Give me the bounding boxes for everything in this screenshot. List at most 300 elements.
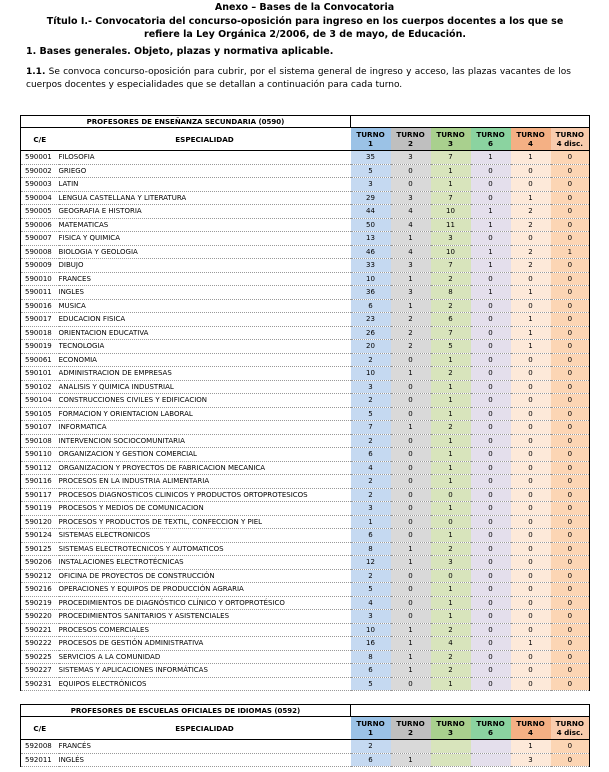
table-row [21, 461, 590, 475]
row-value-t3 [431, 753, 471, 767]
row-specialty: ORGANIZACION Y PROYECTOS DE FABRICACION MECANICA [59, 461, 351, 475]
row-value-t3: 1 [431, 434, 471, 448]
row-value-t1: 33 [351, 259, 391, 273]
row-value-t2: 1 [391, 272, 431, 286]
row-code: 590212 [21, 569, 59, 583]
row-value-t2: 3 [391, 259, 431, 273]
row-specialty: LATIN [59, 178, 351, 192]
row-value-t2: 1 [391, 623, 431, 637]
row-value-t1: 2 [351, 475, 391, 489]
turno-number: 3 [448, 139, 454, 148]
row-value-t4d: 0 [551, 610, 590, 624]
row-value-t1: 12 [351, 556, 391, 570]
row-value-t3: 7 [431, 151, 471, 165]
row-value-t3: 2 [431, 421, 471, 435]
row-value-t4: 0 [511, 610, 551, 624]
row-specialty: INTERVENCION SOCIOCOMUNITARIA [59, 434, 351, 448]
row-code: 590004 [21, 191, 59, 205]
table-row [21, 677, 590, 691]
row-value-t4: 0 [511, 515, 551, 529]
row-code: 590231 [21, 677, 59, 691]
row-value-t4: 0 [511, 367, 551, 381]
row-code: 590102 [21, 380, 59, 394]
row-value-t4d: 0 [551, 448, 590, 462]
column-header-turno-t6 [471, 128, 511, 151]
row-code: 590009 [21, 259, 59, 273]
row-value-t1: 3 [351, 610, 391, 624]
table-row [21, 313, 590, 327]
table-row [21, 232, 590, 246]
row-value-t4: 1 [511, 637, 551, 651]
row-code: 590001 [21, 151, 59, 165]
row-value-t4d: 0 [551, 740, 590, 754]
table-row [21, 448, 590, 462]
row-value-t2 [391, 740, 431, 754]
row-value-t4: 2 [511, 218, 551, 232]
row-value-t1: 5 [351, 677, 391, 691]
row-value-t2: 2 [391, 340, 431, 354]
turno-label: TURNO [555, 719, 584, 728]
row-code: 590104 [21, 394, 59, 408]
row-value-t4: 1 [511, 340, 551, 354]
row-value-t3: 0 [431, 569, 471, 583]
row-value-t3: 1 [431, 164, 471, 178]
row-value-t2: 0 [391, 677, 431, 691]
row-code: 590003 [21, 178, 59, 192]
row-value-t4d: 0 [551, 259, 590, 273]
row-value-t6: 1 [471, 218, 511, 232]
row-value-t1: 46 [351, 245, 391, 259]
row-specialty: OPERACIONES Y EQUIPOS DE PRODUCCIÓN AGRARIA [59, 583, 351, 597]
row-value-t6: 0 [471, 434, 511, 448]
row-code: 590002 [21, 164, 59, 178]
row-value-t6: 0 [471, 421, 511, 435]
column-header-code: C/E [21, 128, 59, 151]
row-value-t2: 1 [391, 753, 431, 767]
table-row [21, 542, 590, 556]
row-value-t6: 0 [471, 650, 511, 664]
turno-label: TURNO [436, 130, 465, 139]
row-value-t4: 0 [511, 650, 551, 664]
row-value-t4d: 0 [551, 191, 590, 205]
row-value-t4d: 0 [551, 394, 590, 408]
row-value-t1: 10 [351, 272, 391, 286]
row-value-t2: 1 [391, 664, 431, 678]
row-specialty: ECONOMIA [59, 353, 351, 367]
row-value-t2: 3 [391, 151, 431, 165]
table-row [21, 650, 590, 664]
table-idiomas [20, 704, 590, 767]
row-value-t6: 0 [471, 475, 511, 489]
row-value-t1: 8 [351, 650, 391, 664]
row-value-t4d: 0 [551, 286, 590, 300]
row-value-t2: 1 [391, 556, 431, 570]
column-header-turno-t3 [431, 717, 471, 740]
column-header-turno-t4d [551, 128, 590, 151]
row-value-t4d: 0 [551, 313, 590, 327]
row-value-t2: 0 [391, 164, 431, 178]
row-specialty: INGLÉS [59, 753, 351, 767]
row-value-t4: 0 [511, 164, 551, 178]
row-value-t6: 0 [471, 637, 511, 651]
turno-number: 2 [408, 728, 414, 737]
row-value-t4d: 0 [551, 596, 590, 610]
row-specialty: PROCESOS COMERCIALES [59, 623, 351, 637]
table-row [21, 515, 590, 529]
row-value-t6: 0 [471, 610, 511, 624]
table-row [21, 164, 590, 178]
row-value-t2: 0 [391, 475, 431, 489]
row-value-t4: 0 [511, 677, 551, 691]
row-value-t4: 0 [511, 272, 551, 286]
row-value-t6: 0 [471, 542, 511, 556]
turno-number: 2 [408, 139, 414, 148]
row-value-t1: 1 [351, 515, 391, 529]
row-value-t4: 0 [511, 421, 551, 435]
turno-label: TURNO [436, 719, 465, 728]
row-value-t6: 0 [471, 407, 511, 421]
row-value-t1: 2 [351, 488, 391, 502]
column-header-code: C/E [21, 717, 59, 740]
row-value-t2: 0 [391, 488, 431, 502]
row-value-t3: 4 [431, 637, 471, 651]
column-header-specialty: ESPECIALIDAD [59, 717, 351, 740]
table-row [21, 380, 590, 394]
row-value-t4d: 0 [551, 488, 590, 502]
row-value-t2: 0 [391, 583, 431, 597]
row-value-t2: 0 [391, 502, 431, 516]
row-value-t3: 0 [431, 488, 471, 502]
row-value-t4d: 0 [551, 164, 590, 178]
row-specialty: FRANCES [59, 272, 351, 286]
row-value-t1: 2 [351, 394, 391, 408]
annex-heading: Anexo – Bases de la Convocatoria [214, 2, 395, 13]
row-code: 590120 [21, 515, 59, 529]
row-value-t1: 35 [351, 151, 391, 165]
row-value-t4d: 0 [551, 218, 590, 232]
row-value-t3: 1 [431, 610, 471, 624]
row-value-t6: 0 [471, 677, 511, 691]
row-specialty: EQUIPOS ELECTRÓNICOS [59, 677, 351, 691]
row-value-t4d: 0 [551, 556, 590, 570]
row-value-t1: 26 [351, 326, 391, 340]
row-value-t1: 50 [351, 218, 391, 232]
row-value-t4d: 0 [551, 569, 590, 583]
row-value-t1: 10 [351, 623, 391, 637]
row-value-t4d: 0 [551, 542, 590, 556]
row-value-t1: 6 [351, 753, 391, 767]
row-specialty: ADMINISTRACION DE EMPRESAS [59, 367, 351, 381]
row-value-t4: 1 [511, 286, 551, 300]
column-header-turno-t2 [391, 717, 431, 740]
row-value-t6: 0 [471, 515, 511, 529]
row-value-t4: 0 [511, 232, 551, 246]
column-header-specialty: ESPECIALIDAD [59, 128, 351, 151]
turno-number: 1 [368, 728, 374, 737]
row-value-t1: 6 [351, 448, 391, 462]
row-value-t2: 0 [391, 461, 431, 475]
turno-label: TURNO [555, 130, 584, 139]
section-heading: 1. Bases generales. Objeto, plazas y normativa aplicable. [26, 46, 334, 57]
turno-number: 6 [488, 139, 494, 148]
turno-label: TURNO [476, 130, 505, 139]
table-row [21, 637, 590, 651]
row-value-t6: 1 [471, 259, 511, 273]
turno-number: 6 [488, 728, 494, 737]
row-value-t4: 2 [511, 259, 551, 273]
row-value-t2: 4 [391, 245, 431, 259]
row-value-t4: 0 [511, 178, 551, 192]
table-row [21, 191, 590, 205]
table-row [21, 623, 590, 637]
row-value-t3: 1 [431, 475, 471, 489]
row-value-t2: 1 [391, 299, 431, 313]
turno-label: TURNO [356, 719, 385, 728]
row-value-t6: 0 [471, 529, 511, 543]
row-specialty: INGLES [59, 286, 351, 300]
row-value-t1: 3 [351, 178, 391, 192]
row-value-t6: 1 [471, 151, 511, 165]
row-value-t2: 0 [391, 407, 431, 421]
row-specialty: SISTEMAS ELECTRONICOS [59, 529, 351, 543]
paragraph-text: Se convoca concurso-oposición para cubrir, por el sistema general de ingreso y acceso, las plazas vacantes de los cuerpos docentes y especialidades que se detallan a continuación para cada turno. [26, 67, 571, 90]
row-value-t1: 4 [351, 596, 391, 610]
row-specialty: PROCESOS EN LA INDUSTRIA ALIMENTARIA [59, 475, 351, 489]
paragraph-number: 1.1. [26, 67, 46, 77]
row-value-t1: 29 [351, 191, 391, 205]
row-value-t4d: 0 [551, 272, 590, 286]
row-value-t6: 0 [471, 380, 511, 394]
row-code: 590101 [21, 367, 59, 381]
row-value-t1: 7 [351, 421, 391, 435]
row-value-t2: 1 [391, 542, 431, 556]
row-code: 590011 [21, 286, 59, 300]
row-value-t4d: 0 [551, 583, 590, 597]
row-specialty: INSTALACIONES ELECTROTÉCNICAS [59, 556, 351, 570]
row-value-t4: 0 [511, 583, 551, 597]
row-value-t4: 0 [511, 488, 551, 502]
table-row [21, 299, 590, 313]
turno-number: 4 [528, 139, 534, 148]
row-value-t1: 5 [351, 407, 391, 421]
row-value-t4d: 0 [551, 353, 590, 367]
row-value-t3 [431, 740, 471, 754]
row-value-t4d: 0 [551, 637, 590, 651]
row-value-t3: 8 [431, 286, 471, 300]
row-value-t4d: 0 [551, 421, 590, 435]
row-value-t2: 0 [391, 380, 431, 394]
row-value-t1: 6 [351, 529, 391, 543]
row-value-t3: 1 [431, 448, 471, 462]
row-code: 590216 [21, 583, 59, 597]
row-value-t1: 6 [351, 664, 391, 678]
table-row [21, 753, 590, 767]
row-value-t6: 0 [471, 569, 511, 583]
row-value-t4: 1 [511, 326, 551, 340]
row-value-t3: 2 [431, 367, 471, 381]
row-value-t4: 0 [511, 623, 551, 637]
row-specialty: PROCESOS DE GESTIÓN ADMINISTRATIVA [59, 637, 351, 651]
row-value-t6: 0 [471, 502, 511, 516]
row-value-t3: 1 [431, 394, 471, 408]
row-specialty: PROCEDIMIENTOS SANITARIOS Y ASISTENCIALES [59, 610, 351, 624]
row-code: 590019 [21, 340, 59, 354]
table-row [21, 556, 590, 570]
row-value-t6: 0 [471, 596, 511, 610]
row-value-t4: 1 [511, 740, 551, 754]
table-row [21, 205, 590, 219]
row-value-t6: 0 [471, 448, 511, 462]
row-value-t6: 0 [471, 178, 511, 192]
row-specialty: SISTEMAS Y APLICACIONES INFORMÁTICAS [59, 664, 351, 678]
table-row [21, 367, 590, 381]
row-value-t4: 1 [511, 191, 551, 205]
row-specialty: FRANCÉS [59, 740, 351, 754]
row-value-t3: 1 [431, 596, 471, 610]
row-value-t4d: 0 [551, 407, 590, 421]
column-header-turno-t4 [511, 128, 551, 151]
column-header-turno-t4d [551, 717, 590, 740]
row-value-t4: 0 [511, 380, 551, 394]
row-code: 590006 [21, 218, 59, 232]
table-row [21, 407, 590, 421]
column-header-turno-t4 [511, 717, 551, 740]
row-value-t4d: 0 [551, 529, 590, 543]
row-value-t3: 7 [431, 259, 471, 273]
row-value-t1: 4 [351, 461, 391, 475]
row-value-t3: 10 [431, 245, 471, 259]
row-value-t4d: 0 [551, 664, 590, 678]
row-value-t1: 2 [351, 434, 391, 448]
row-value-t6: 0 [471, 394, 511, 408]
row-specialty: LENGUA CASTELLANA Y LITERATURA [59, 191, 351, 205]
row-value-t2: 1 [391, 232, 431, 246]
turno-label: TURNO [396, 130, 425, 139]
row-value-t4d: 0 [551, 151, 590, 165]
row-value-t6: 0 [471, 340, 511, 354]
row-value-t4: 2 [511, 205, 551, 219]
row-value-t4d: 0 [551, 178, 590, 192]
row-value-t2: 0 [391, 569, 431, 583]
row-value-t4: 0 [511, 556, 551, 570]
row-value-t1: 16 [351, 637, 391, 651]
turno-label: TURNO [356, 130, 385, 139]
row-value-t6: 0 [471, 664, 511, 678]
row-value-t2: 3 [391, 191, 431, 205]
row-value-t4: 0 [511, 596, 551, 610]
row-value-t1: 5 [351, 583, 391, 597]
row-code: 590219 [21, 596, 59, 610]
row-value-t1: 6 [351, 299, 391, 313]
row-value-t4d: 0 [551, 753, 590, 767]
table-row [21, 569, 590, 583]
table-row [21, 340, 590, 354]
row-value-t2: 1 [391, 650, 431, 664]
row-value-t4d: 0 [551, 380, 590, 394]
row-value-t3: 1 [431, 178, 471, 192]
row-value-t4: 0 [511, 407, 551, 421]
table-row [21, 475, 590, 489]
document-title: Título I.- Convocatoria del concurso-oposición para ingreso en los cuerpos docentes a los que se refiere la Ley Orgánica 2/2006, de 3 de mayo, de Educación. [46, 16, 564, 40]
row-specialty: CONSTRUCCIONES CIVILES Y EDIFICACION [59, 394, 351, 408]
row-value-t4: 0 [511, 664, 551, 678]
row-code: 590108 [21, 434, 59, 448]
row-value-t1: 36 [351, 286, 391, 300]
row-value-t2: 2 [391, 326, 431, 340]
row-value-t3: 6 [431, 313, 471, 327]
row-code: 590018 [21, 326, 59, 340]
row-specialty: PROCEDIMIENTOS DE DIAGNÓSTICO CLÍNICO Y ORTOPROTÉSICO [59, 596, 351, 610]
row-value-t6: 0 [471, 326, 511, 340]
row-value-t6 [471, 753, 511, 767]
row-value-t6: 0 [471, 353, 511, 367]
row-value-t3: 2 [431, 299, 471, 313]
row-code: 590008 [21, 245, 59, 259]
row-value-t4: 0 [511, 434, 551, 448]
row-specialty: PROCESOS DIAGNOSTICOS CLINICOS Y PRODUCTOS ORTOPROTESICOS [59, 488, 351, 502]
row-value-t4d: 0 [551, 475, 590, 489]
intro-paragraph [26, 66, 571, 91]
table-row [21, 353, 590, 367]
row-value-t3: 5 [431, 340, 471, 354]
row-code: 590220 [21, 610, 59, 624]
row-value-t4: 0 [511, 542, 551, 556]
row-value-t4d: 0 [551, 677, 590, 691]
row-value-t4d: 0 [551, 434, 590, 448]
row-value-t1: 10 [351, 367, 391, 381]
row-specialty: MUSICA [59, 299, 351, 313]
table-row [21, 394, 590, 408]
row-value-t4d: 0 [551, 326, 590, 340]
table-row [21, 434, 590, 448]
row-value-t3: 0 [431, 515, 471, 529]
row-specialty: EDUCACION FISICA [59, 313, 351, 327]
row-code: 590227 [21, 664, 59, 678]
row-value-t3: 7 [431, 191, 471, 205]
row-value-t4: 0 [511, 502, 551, 516]
row-specialty: DIBUJO [59, 259, 351, 273]
row-value-t3: 2 [431, 650, 471, 664]
row-code: 590016 [21, 299, 59, 313]
column-header-turno-t2 [391, 128, 431, 151]
row-value-t3: 1 [431, 353, 471, 367]
row-code: 590110 [21, 448, 59, 462]
row-value-t1: 2 [351, 353, 391, 367]
row-code: 590119 [21, 502, 59, 516]
row-value-t4: 3 [511, 753, 551, 767]
row-value-t6: 0 [471, 299, 511, 313]
row-value-t4d: 0 [551, 205, 590, 219]
row-value-t3: 1 [431, 380, 471, 394]
table-row [21, 664, 590, 678]
row-specialty: INFORMATICA [59, 421, 351, 435]
table-caption: PROFESORES DE ESCUELAS OFICIALES DE IDIOMAS (0592) [21, 705, 351, 717]
row-value-t3: 7 [431, 326, 471, 340]
row-value-t3: 1 [431, 502, 471, 516]
row-value-t2: 4 [391, 205, 431, 219]
row-value-t3: 1 [431, 461, 471, 475]
row-code: 592011 [21, 753, 59, 767]
row-value-t3: 1 [431, 407, 471, 421]
caption-filler [351, 116, 590, 128]
row-specialty: GEOGRAFIA E HISTORIA [59, 205, 351, 219]
row-code: 590225 [21, 650, 59, 664]
table-row [21, 488, 590, 502]
row-code: 592008 [21, 740, 59, 754]
row-value-t4: 0 [511, 394, 551, 408]
row-code: 590017 [21, 313, 59, 327]
turno-label: TURNO [476, 719, 505, 728]
